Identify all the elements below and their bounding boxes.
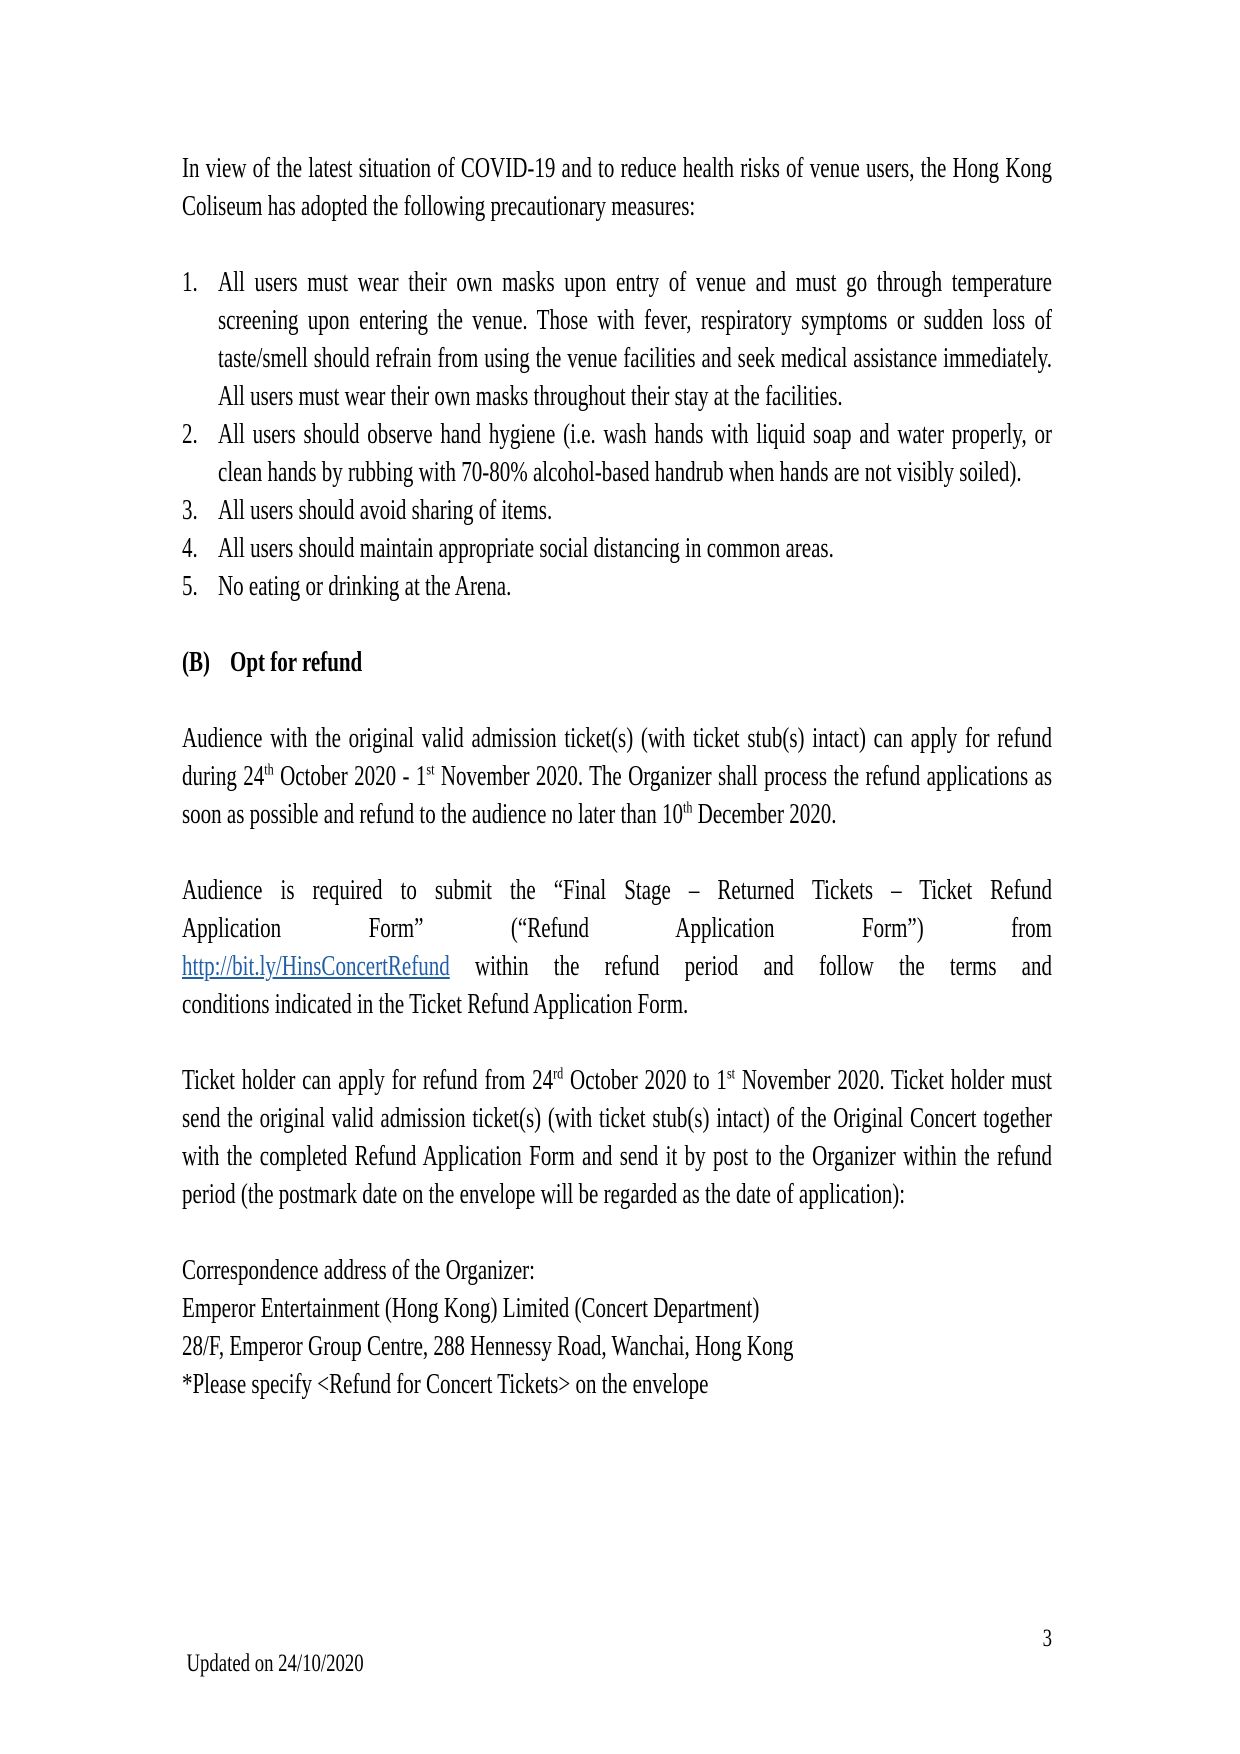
page-content — [182, 150, 1052, 1754]
form-paragraph-line: Audience is required to submit the “Final Stage – Returned Tickets – Ticket Refund — [182, 875, 1052, 906]
measure-item — [182, 530, 1052, 568]
ordinal-superscript: rd — [553, 1064, 564, 1083]
address-line: Correspondence address of the Organizer: — [182, 1255, 535, 1286]
measure-item — [182, 416, 1052, 492]
form-paragraph-line: conditions indicated in the Ticket Refund Application Form. — [182, 989, 689, 1020]
form-paragraph — [182, 872, 1052, 1024]
measure-text: All users should observe hand hygiene (i.e. wash hands with liquid soap and water properly, or clean hands by rubbing with 70-80% alcohol-based handrub when hands are not visibly soiled). — [218, 419, 1052, 488]
form-paragraph-line: Application Form” (“Refund Application Form”) from — [182, 913, 1052, 944]
paragraph-text: Ticket holder can apply for refund from 24 — [182, 1065, 554, 1096]
measure-text: No eating or drinking at the Arena. — [218, 571, 512, 602]
ordinal-superscript: th — [264, 760, 274, 779]
intro-paragraph: In view of the latest situation of COVID-19 and to reduce health risks of venue users, the Hong Kong Coliseum has adopted the following precautionary measures: — [182, 153, 1052, 222]
paragraph-text: Audience with the original valid admission ticket(s) (with ticket stub(s) intact) can apply for refund during 24 — [182, 723, 1052, 792]
measure-text: All users must wear their own masks upon entry of venue and must go through temperature screening upon entering the venue. Those with fever, respiratory symptoms or sudden loss of taste/smell should refrain from using the venue facilities and seek medical assistance immediately. All users must wear their own masks throughout their stay at the facilities. — [218, 267, 1052, 412]
form-paragraph-line — [182, 948, 1052, 986]
paragraph-text: November 2020. The Organizer shall process the refund applications as soon as possible and refund to the audience no later than 10 — [182, 761, 1052, 830]
measure-number: 3. — [182, 495, 198, 526]
measure-number: 4. — [182, 533, 198, 564]
paragraph-text: within the refund period and follow the terms and — [474, 951, 1053, 982]
organizer-address-block — [182, 1252, 1052, 1404]
paragraph-text: November 2020. Ticket holder must send the original valid admission ticket(s) (with ticket stub(s) intact) of the Original Concert together with the completed Refund Application Form and send it by post to the Organizer within the refund period (the postmark date on the envelope will be regarded as the date of application): — [182, 1065, 1052, 1210]
refund-form-link[interactable]: http://bit.ly/HinsConcertRefund — [182, 951, 450, 982]
paragraph-text: October 2020 to 1 — [563, 1065, 727, 1096]
footer-updated-date: Updated on 24/10/2020 — [186, 1650, 364, 1677]
address-line: 28/F, Emperor Group Centre, 288 Hennessy Road, Wanchai, Hong Kong — [182, 1331, 794, 1362]
refund-window-paragraph — [182, 720, 1052, 834]
measure-item — [182, 568, 1052, 606]
ordinal-superscript: th — [682, 798, 693, 817]
paragraph-text: December 2020. — [692, 799, 837, 830]
measure-item — [182, 492, 1052, 530]
measure-number: 2. — [182, 419, 198, 450]
measure-text: All users should maintain appropriate social distancing in common areas. — [218, 533, 834, 564]
ordinal-superscript: st — [426, 760, 435, 779]
measure-item — [182, 264, 1052, 416]
paragraph-text: October 2020 - 1 — [273, 761, 427, 792]
measure-number: 1. — [182, 267, 198, 298]
section-b-title: Opt for refund — [230, 647, 363, 678]
ordinal-superscript: st — [726, 1064, 736, 1083]
measure-number: 5. — [182, 571, 198, 602]
section-b-label: (B) — [182, 647, 210, 678]
precautionary-measures-list — [182, 264, 1052, 606]
address-line: *Please specify <Refund for Concert Tickets> on the envelope — [182, 1369, 709, 1400]
page-number: 3 — [1042, 1625, 1052, 1652]
address-line: Emperor Entertainment (Hong Kong) Limited (Concert Department) — [182, 1293, 760, 1324]
measure-text: All users should avoid sharing of items. — [218, 495, 553, 526]
apply-by-post-paragraph — [182, 1062, 1052, 1214]
section-b-heading — [182, 644, 1052, 682]
